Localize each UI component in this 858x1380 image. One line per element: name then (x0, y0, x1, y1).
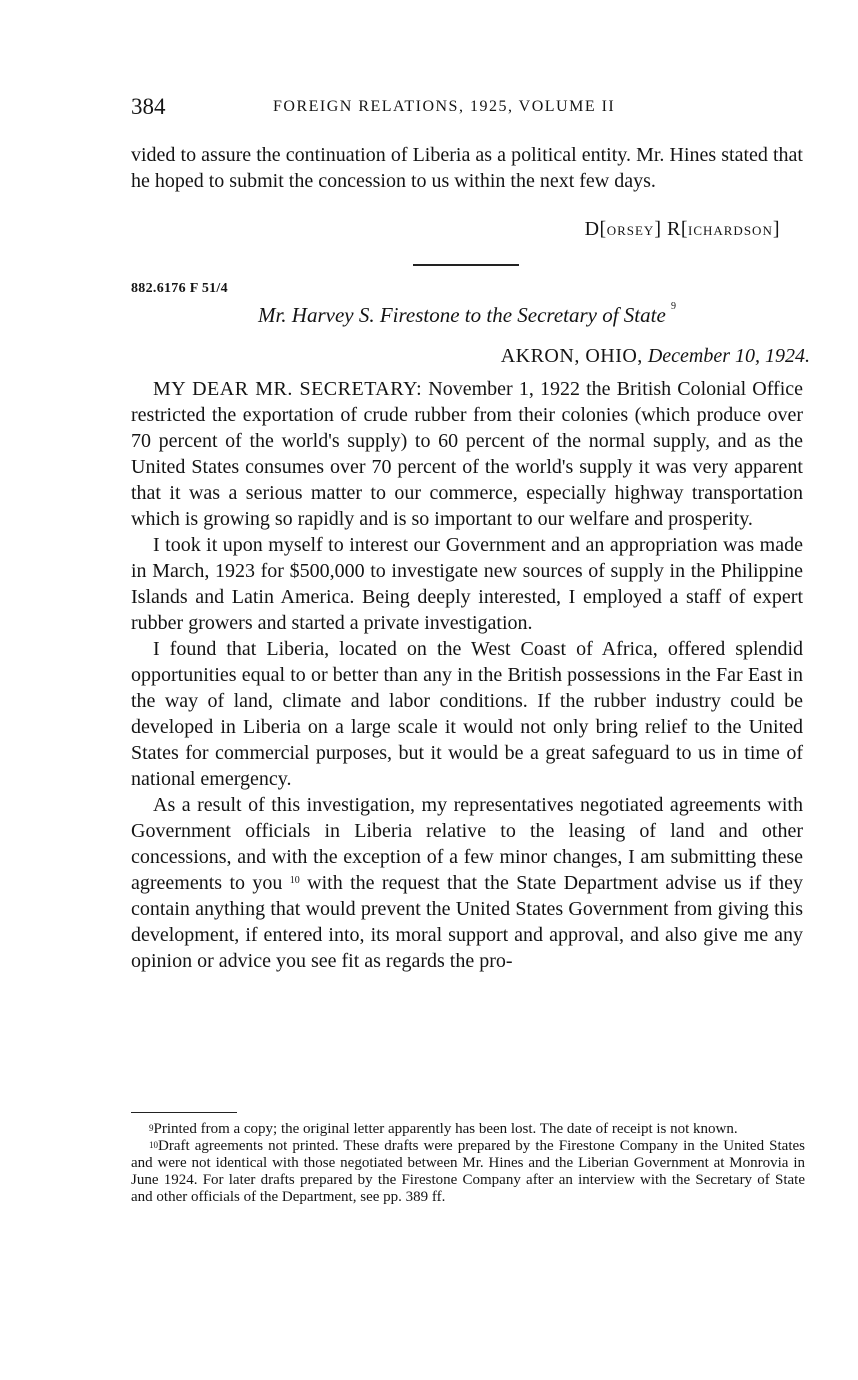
letter-body (131, 376, 803, 974)
footnote-10: $^{10}$Draft agreements not printed. These drafts were prepared by the Firestone Company in the United States and were not identical with those negotiated between Mr. Hines and the Liberian Government at Monrovia in June 1924. For later drafts prepared by the Firestone Company after an interview with the Secretary of State and other officials of the Department, see pp. 389 ff. (131, 1138, 805, 1205)
footnote-divider (131, 1112, 237, 1113)
letter-date: December 10, 1924. (647, 345, 810, 367)
page-header (131, 94, 811, 124)
paragraph-1: MY DEAR MR. SECRETARY: November 1, 1922 the British Colonial Office restricted the exportation of crude rubber from their colonies (which produce over 70 percent of the world's supply) to 60 percent of the normal supply, and as the United States consumes over 70 percent of the world's supply it was very apparent that it was a serious matter to our commerce, especially highway transportation which is growing so rapidly and is so important to our welfare and prosperity. (131, 378, 804, 530)
continuation-paragraph: vided to assure the continuation of Liberia as a political entity. Mr. Hines stated that he hoped to submit the concession to us within the next few days. (131, 144, 803, 192)
footnote-9: $^9$Printed from a copy; the original letter apparently has been lost. The date of receipt is not known. (149, 1121, 738, 1137)
signature: D[ORSEY] R[ICHARDSON] (584, 218, 780, 240)
running-head: FOREIGN RELATIONS, 1925, VOLUME II (273, 98, 616, 115)
salutation: MY DEAR MR. SECRETARY: (153, 378, 423, 400)
file-number: 882.6176 F 51/4 (131, 281, 228, 296)
paragraph-2: I took it upon myself to interest our Government and an appropriation was made in March, 1923 for $500,000 to investigate new sources of supply in the Philippine Islands and Latin America. Being deeply interested, I employed a staff of expert rubber growers and started a private investigation. (131, 534, 803, 634)
footnote-ref-10: 10 (289, 875, 300, 886)
place: AKRON, OHIO, (500, 345, 643, 367)
paragraph-3: I found that Liberia, located on the West Coast of Africa, offered splendid opportunities equal to or better than any in the British possessions in the Far East in the way of land, climate and labor conditions. If the rubber industry could be developed in Liberia on a large scale it would not only bring relief to the United States for commercial purposes, but it would be a great safeguard to us in time of national emergency. (131, 638, 803, 790)
section-divider (413, 264, 519, 266)
paragraph-4: As a result of this investigation, my representatives negotiated agreements with Government officials in Liberia relative to the leasing of land and other concessions, and with the exception of a few minor changes, I am submitting these agreements to you $^{10}$ with the request that the State Department advise us if they contain anything that would prevent the United States Government from giving this development, if entered into, its moral support and approval, and also give me any opinion or advice you see fit as regards the pro- (131, 794, 804, 972)
place-date-line (501, 345, 810, 368)
footnotes (131, 1121, 805, 1206)
page-number: 384 (131, 94, 166, 119)
footnote-ref-9: 9 (671, 301, 677, 312)
document-title: Mr. Harvey S. Firestone to the Secretary of State $^9$ (257, 301, 677, 327)
